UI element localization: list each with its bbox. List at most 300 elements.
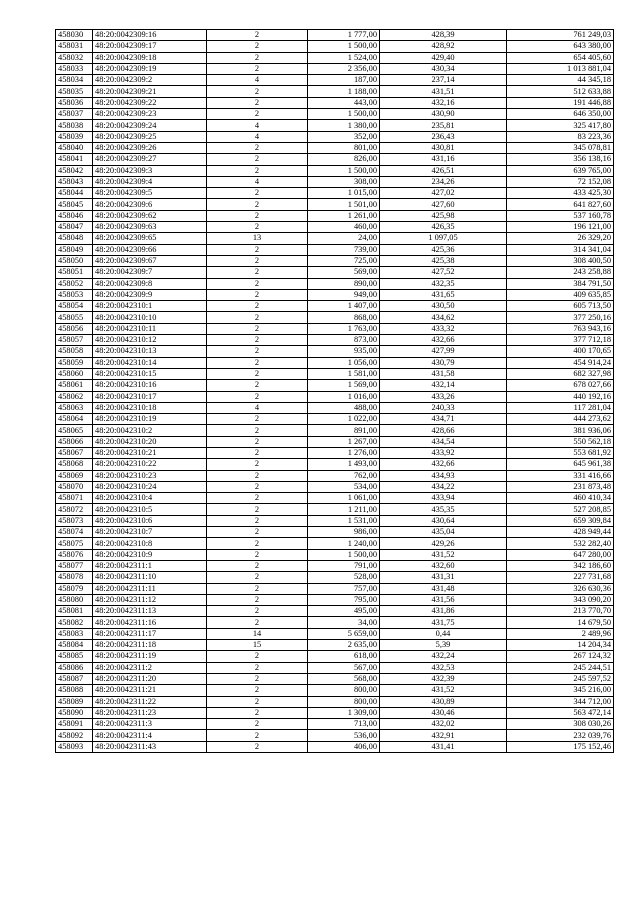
specific-value-cell: 432,91	[380, 730, 507, 741]
cadastral-value-cell: 243 258,88	[507, 267, 614, 278]
specific-value-cell: 433,26	[380, 391, 507, 402]
record-number-cell: 458084	[56, 640, 93, 651]
cadastral-number-cell: 48:20:0042311:20	[93, 673, 207, 684]
record-number-cell: 458030	[56, 30, 93, 41]
area-cell: 528,00	[308, 572, 380, 583]
cadastral-value-cell: 643 380,00	[507, 41, 614, 52]
record-number-cell: 458043	[56, 176, 93, 187]
cadastral-value-cell: 345 078,81	[507, 142, 614, 153]
cadastral-number-cell: 48:20:0042309:9	[93, 289, 207, 300]
specific-value-cell: 433,92	[380, 447, 507, 458]
category-cell: 2	[207, 572, 308, 583]
table-row	[56, 572, 614, 583]
cadastral-value-cell: 117 281,04	[507, 402, 614, 413]
cadastral-number-cell: 48:20:0042309:7	[93, 267, 207, 278]
specific-value-cell: 0,44	[380, 628, 507, 639]
table-row	[56, 323, 614, 334]
table-row	[56, 233, 614, 244]
table-row	[56, 142, 614, 153]
cadastral-number-cell: 48:20:0042310:13	[93, 346, 207, 357]
table-row	[56, 210, 614, 221]
table-row	[56, 402, 614, 413]
table-row	[56, 289, 614, 300]
cadastral-number-cell: 48:20:0042311:21	[93, 685, 207, 696]
area-cell: 1 016,00	[308, 391, 380, 402]
category-cell: 2	[207, 696, 308, 707]
category-cell: 4	[207, 131, 308, 142]
category-cell: 2	[207, 504, 308, 515]
cadastral-number-cell: 48:20:0042310:14	[93, 357, 207, 368]
cadastral-value-cell: 682 327,98	[507, 368, 614, 379]
record-number-cell: 458079	[56, 583, 93, 594]
table-row	[56, 628, 614, 639]
specific-value-cell: 432,24	[380, 651, 507, 662]
table-row	[56, 560, 614, 571]
area-cell: 24,00	[308, 233, 380, 244]
specific-value-cell: 431,31	[380, 572, 507, 583]
specific-value-cell: 435,04	[380, 527, 507, 538]
cadastral-value-cell: 454 914,24	[507, 357, 614, 368]
cadastral-number-cell: 48:20:0042311:13	[93, 606, 207, 617]
category-cell: 2	[207, 222, 308, 233]
specific-value-cell: 426,51	[380, 165, 507, 176]
category-cell: 2	[207, 52, 308, 63]
area-cell: 568,00	[308, 673, 380, 684]
table-row	[56, 673, 614, 684]
cadastral-number-cell: 48:20:0042310:17	[93, 391, 207, 402]
cadastral-value-cell: 647 280,00	[507, 549, 614, 560]
area-cell: 1 531,00	[308, 515, 380, 526]
cadastral-value-cell: 14 679,50	[507, 617, 614, 628]
specific-value-cell: 425,38	[380, 255, 507, 266]
cadastral-number-cell: 48:20:0042310:8	[93, 538, 207, 549]
record-number-cell: 458054	[56, 301, 93, 312]
record-number-cell: 458066	[56, 436, 93, 447]
category-cell: 2	[207, 30, 308, 41]
area-cell: 1 500,00	[308, 109, 380, 120]
cadastral-number-cell: 48:20:0042309:62	[93, 210, 207, 221]
record-number-cell: 458089	[56, 696, 93, 707]
cadastral-value-cell: 231 873,48	[507, 481, 614, 492]
record-number-cell: 458077	[56, 560, 93, 571]
specific-value-cell: 431,48	[380, 583, 507, 594]
specific-value-cell: 1 097,05	[380, 233, 507, 244]
area-cell: 1 493,00	[308, 459, 380, 470]
specific-value-cell: 431,52	[380, 549, 507, 560]
cadastral-number-cell: 48:20:0042310:12	[93, 335, 207, 346]
cadastral-number-cell: 48:20:0042310:7	[93, 527, 207, 538]
area-cell: 713,00	[308, 719, 380, 730]
record-number-cell: 458076	[56, 549, 93, 560]
record-number-cell: 458068	[56, 459, 93, 470]
area-cell: 873,00	[308, 335, 380, 346]
specific-value-cell: 5,39	[380, 640, 507, 651]
specific-value-cell: 428,66	[380, 425, 507, 436]
area-cell: 935,00	[308, 346, 380, 357]
specific-value-cell: 433,94	[380, 493, 507, 504]
specific-value-cell: 429,40	[380, 52, 507, 63]
specific-value-cell: 433,32	[380, 323, 507, 334]
area-cell: 1 581,00	[308, 368, 380, 379]
table-row	[56, 594, 614, 605]
category-cell: 2	[207, 459, 308, 470]
record-number-cell: 458065	[56, 425, 93, 436]
record-number-cell: 458071	[56, 493, 93, 504]
specific-value-cell: 432,02	[380, 719, 507, 730]
category-cell: 2	[207, 244, 308, 255]
area-cell: 1 211,00	[308, 504, 380, 515]
table-row	[56, 267, 614, 278]
cadastral-value-cell: 308 030,26	[507, 719, 614, 730]
specific-value-cell: 431,41	[380, 741, 507, 752]
record-number-cell: 458045	[56, 199, 93, 210]
specific-value-cell: 432,39	[380, 673, 507, 684]
cadastral-value-cell: 331 416,66	[507, 470, 614, 481]
record-number-cell: 458062	[56, 391, 93, 402]
cadastral-number-cell: 48:20:0042309:3	[93, 165, 207, 176]
record-number-cell: 458057	[56, 335, 93, 346]
record-number-cell: 458055	[56, 312, 93, 323]
record-number-cell: 458072	[56, 504, 93, 515]
specific-value-cell: 428,39	[380, 30, 507, 41]
category-cell: 2	[207, 617, 308, 628]
cadastral-value-cell: 654 405,60	[507, 52, 614, 63]
area-cell: 569,00	[308, 267, 380, 278]
table-row	[56, 730, 614, 741]
category-cell: 2	[207, 470, 308, 481]
cadastral-value-cell: 433 425,30	[507, 188, 614, 199]
record-number-cell: 458038	[56, 120, 93, 131]
area-cell: 1 022,00	[308, 414, 380, 425]
category-cell: 2	[207, 335, 308, 346]
cadastral-value-cell: 537 160,78	[507, 210, 614, 221]
record-number-cell: 458034	[56, 75, 93, 86]
record-number-cell: 458090	[56, 707, 93, 718]
record-number-cell: 458063	[56, 402, 93, 413]
table-row	[56, 357, 614, 368]
category-cell: 2	[207, 97, 308, 108]
cadastral-value-cell: 444 273,62	[507, 414, 614, 425]
record-number-cell: 458082	[56, 617, 93, 628]
area-cell: 567,00	[308, 662, 380, 673]
specific-value-cell: 426,35	[380, 222, 507, 233]
area-cell: 1 309,00	[308, 707, 380, 718]
cadastral-number-cell: 48:20:0042311:1	[93, 560, 207, 571]
record-number-cell: 458091	[56, 719, 93, 730]
specific-value-cell: 430,89	[380, 696, 507, 707]
area-cell: 488,00	[308, 402, 380, 413]
area-cell: 757,00	[308, 583, 380, 594]
category-cell: 2	[207, 312, 308, 323]
category-cell: 2	[207, 606, 308, 617]
area-cell: 1 240,00	[308, 538, 380, 549]
record-number-cell: 458044	[56, 188, 93, 199]
cadastral-value-cell: 227 731,68	[507, 572, 614, 583]
cadastral-value-cell: 83 223,36	[507, 131, 614, 142]
category-cell: 2	[207, 414, 308, 425]
cadastral-value-cell: 191 446,88	[507, 97, 614, 108]
record-number-cell: 458070	[56, 481, 93, 492]
cadastral-value-cell: 553 681,92	[507, 447, 614, 458]
area-cell: 1 524,00	[308, 52, 380, 63]
cadastral-number-cell: 48:20:0042311:19	[93, 651, 207, 662]
record-number-cell: 458067	[56, 447, 93, 458]
record-number-cell: 458085	[56, 651, 93, 662]
area-cell: 1 276,00	[308, 447, 380, 458]
category-cell: 2	[207, 289, 308, 300]
area-cell: 1 500,00	[308, 549, 380, 560]
record-number-cell: 458036	[56, 97, 93, 108]
category-cell: 2	[207, 278, 308, 289]
cadastral-value-cell: 641 827,60	[507, 199, 614, 210]
table-row	[56, 425, 614, 436]
cadastral-number-cell: 48:20:0042309:22	[93, 97, 207, 108]
category-cell: 2	[207, 685, 308, 696]
cadastral-number-cell: 48:20:0042311:12	[93, 594, 207, 605]
cadastral-number-cell: 48:20:0042310:2	[93, 425, 207, 436]
cadastral-value-cell: 356 138,16	[507, 154, 614, 165]
specific-value-cell: 432,16	[380, 97, 507, 108]
cadastral-value-cell: 678 027,66	[507, 380, 614, 391]
cadastral-value-cell: 527 208,85	[507, 504, 614, 515]
cadastral-value-cell: 314 341,04	[507, 244, 614, 255]
cadastral-number-cell: 48:20:0042310:20	[93, 436, 207, 447]
specific-value-cell: 432,35	[380, 278, 507, 289]
cadastral-value-cell: 308 400,50	[507, 255, 614, 266]
category-cell: 2	[207, 154, 308, 165]
table-row	[56, 606, 614, 617]
cadastral-number-cell: 48:20:0042309:24	[93, 120, 207, 131]
cadastral-value-cell: 326 630,36	[507, 583, 614, 594]
category-cell: 2	[207, 425, 308, 436]
cadastral-number-cell: 48:20:0042310:21	[93, 447, 207, 458]
table-row	[56, 617, 614, 628]
record-number-cell: 458087	[56, 673, 93, 684]
table-row	[56, 515, 614, 526]
specific-value-cell: 427,60	[380, 199, 507, 210]
cadastral-value-cell: 345 216,00	[507, 685, 614, 696]
cadastral-number-cell: 48:20:0042309:63	[93, 222, 207, 233]
table-row	[56, 312, 614, 323]
cadastral-number-cell: 48:20:0042309:65	[93, 233, 207, 244]
cadastral-value-cell: 377 250,16	[507, 312, 614, 323]
category-cell: 2	[207, 730, 308, 741]
record-number-cell: 458083	[56, 628, 93, 639]
specific-value-cell: 431,52	[380, 685, 507, 696]
area-cell: 949,00	[308, 289, 380, 300]
cadastral-number-cell: 48:20:0042310:24	[93, 481, 207, 492]
specific-value-cell: 432,66	[380, 459, 507, 470]
record-number-cell: 458058	[56, 346, 93, 357]
specific-value-cell: 234,26	[380, 176, 507, 187]
record-number-cell: 458064	[56, 414, 93, 425]
record-number-cell: 458051	[56, 267, 93, 278]
cadastral-value-cell: 343 090,20	[507, 594, 614, 605]
record-number-cell: 458088	[56, 685, 93, 696]
category-cell: 2	[207, 357, 308, 368]
cadastral-value-cell: 1 013 881,04	[507, 63, 614, 74]
table-row	[56, 527, 614, 538]
record-number-cell: 458078	[56, 572, 93, 583]
cadastral-number-cell: 48:20:0042310:19	[93, 414, 207, 425]
cadastral-value-cell: 342 186,60	[507, 560, 614, 571]
specific-value-cell: 434,22	[380, 481, 507, 492]
table-row	[56, 188, 614, 199]
cadastral-number-cell: 48:20:0042311:43	[93, 741, 207, 752]
record-number-cell: 458080	[56, 594, 93, 605]
category-cell: 2	[207, 549, 308, 560]
area-cell: 2 356,00	[308, 63, 380, 74]
cadastral-number-cell: 48:20:0042309:19	[93, 63, 207, 74]
table-row	[56, 481, 614, 492]
category-cell: 4	[207, 176, 308, 187]
cadastral-value-cell: 26 329,20	[507, 233, 614, 244]
specific-value-cell: 434,62	[380, 312, 507, 323]
table-row	[56, 640, 614, 651]
record-number-cell: 458041	[56, 154, 93, 165]
area-cell: 1 500,00	[308, 165, 380, 176]
table-row	[56, 278, 614, 289]
specific-value-cell: 431,51	[380, 86, 507, 97]
cadastral-number-cell: 48:20:0042309:18	[93, 52, 207, 63]
cadastral-value-cell: 645 961,38	[507, 459, 614, 470]
cadastral-value-table	[55, 29, 614, 753]
table-row	[56, 436, 614, 447]
cadastral-number-cell: 48:20:0042310:15	[93, 368, 207, 379]
record-number-cell: 458049	[56, 244, 93, 255]
record-number-cell: 458047	[56, 222, 93, 233]
cadastral-number-cell: 48:20:0042311:17	[93, 628, 207, 639]
area-cell: 1 407,00	[308, 301, 380, 312]
category-cell: 13	[207, 233, 308, 244]
category-cell: 2	[207, 109, 308, 120]
area-cell: 1 015,00	[308, 188, 380, 199]
record-number-cell: 458033	[56, 63, 93, 74]
table-row	[56, 176, 614, 187]
category-cell: 2	[207, 346, 308, 357]
area-cell: 739,00	[308, 244, 380, 255]
cadastral-value-cell: 175 152,46	[507, 741, 614, 752]
specific-value-cell: 429,26	[380, 538, 507, 549]
cadastral-value-cell: 400 170,65	[507, 346, 614, 357]
area-cell: 2 635,00	[308, 640, 380, 651]
record-number-cell: 458092	[56, 730, 93, 741]
cadastral-number-cell: 48:20:0042310:16	[93, 380, 207, 391]
area-cell: 1 188,00	[308, 86, 380, 97]
record-number-cell: 458032	[56, 52, 93, 63]
cadastral-number-cell: 48:20:0042310:23	[93, 470, 207, 481]
record-number-cell: 458040	[56, 142, 93, 153]
area-cell: 800,00	[308, 685, 380, 696]
category-cell: 2	[207, 41, 308, 52]
table-row	[56, 199, 614, 210]
table-row	[56, 131, 614, 142]
cadastral-value-cell: 2 489,96	[507, 628, 614, 639]
area-cell: 443,00	[308, 97, 380, 108]
area-cell: 762,00	[308, 470, 380, 481]
category-cell: 4	[207, 75, 308, 86]
specific-value-cell: 430,64	[380, 515, 507, 526]
cadastral-number-cell: 48:20:0042309:6	[93, 199, 207, 210]
cadastral-value-cell: 196 121,00	[507, 222, 614, 233]
category-cell: 2	[207, 538, 308, 549]
table-row	[56, 447, 614, 458]
area-cell: 1 777,00	[308, 30, 380, 41]
cadastral-number-cell: 48:20:0042310:10	[93, 312, 207, 323]
cadastral-value-cell: 72 152,08	[507, 176, 614, 187]
cadastral-number-cell: 48:20:0042311:23	[93, 707, 207, 718]
specific-value-cell: 427,02	[380, 188, 507, 199]
specific-value-cell: 236,43	[380, 131, 507, 142]
record-number-cell: 458053	[56, 289, 93, 300]
cadastral-number-cell: 48:20:0042310:5	[93, 504, 207, 515]
category-cell: 4	[207, 120, 308, 131]
category-cell: 4	[207, 402, 308, 413]
cadastral-value-cell: 460 410,34	[507, 493, 614, 504]
cadastral-number-cell: 48:20:0042309:8	[93, 278, 207, 289]
cadastral-number-cell: 48:20:0042310:1	[93, 301, 207, 312]
area-cell: 725,00	[308, 255, 380, 266]
specific-value-cell: 425,36	[380, 244, 507, 255]
specific-value-cell: 430,50	[380, 301, 507, 312]
category-cell: 2	[207, 651, 308, 662]
specific-value-cell: 432,60	[380, 560, 507, 571]
category-cell: 2	[207, 447, 308, 458]
specific-value-cell: 434,71	[380, 414, 507, 425]
cadastral-value-cell: 232 039,76	[507, 730, 614, 741]
table-row	[56, 651, 614, 662]
area-cell: 890,00	[308, 278, 380, 289]
cadastral-value-cell: 563 472,14	[507, 707, 614, 718]
category-cell: 2	[207, 188, 308, 199]
table-row	[56, 154, 614, 165]
area-cell: 1 061,00	[308, 493, 380, 504]
record-number-cell: 458031	[56, 41, 93, 52]
cadastral-number-cell: 48:20:0042309:27	[93, 154, 207, 165]
table-row	[56, 244, 614, 255]
category-cell: 2	[207, 391, 308, 402]
specific-value-cell: 240,33	[380, 402, 507, 413]
area-cell: 1 501,00	[308, 199, 380, 210]
record-number-cell: 458081	[56, 606, 93, 617]
specific-value-cell: 431,58	[380, 368, 507, 379]
specific-value-cell: 430,79	[380, 357, 507, 368]
area-cell: 536,00	[308, 730, 380, 741]
record-number-cell: 458046	[56, 210, 93, 221]
cadastral-value-cell: 384 791,50	[507, 278, 614, 289]
cadastral-value-cell: 532 282,40	[507, 538, 614, 549]
cadastral-number-cell: 48:20:0042310:18	[93, 402, 207, 413]
table-row	[56, 662, 614, 673]
cadastral-value-cell: 639 765,00	[507, 165, 614, 176]
table-row	[56, 719, 614, 730]
table-row	[56, 549, 614, 560]
record-number-cell: 458048	[56, 233, 93, 244]
specific-value-cell: 430,34	[380, 63, 507, 74]
table-row	[56, 391, 614, 402]
area-cell: 1 569,00	[308, 380, 380, 391]
area-cell: 352,00	[308, 131, 380, 142]
table-row	[56, 380, 614, 391]
record-number-cell: 458052	[56, 278, 93, 289]
record-number-cell: 458037	[56, 109, 93, 120]
table-row	[56, 335, 614, 346]
category-cell: 2	[207, 515, 308, 526]
area-cell: 406,00	[308, 741, 380, 752]
table-row	[56, 86, 614, 97]
area-cell: 891,00	[308, 425, 380, 436]
record-number-cell: 458056	[56, 323, 93, 334]
